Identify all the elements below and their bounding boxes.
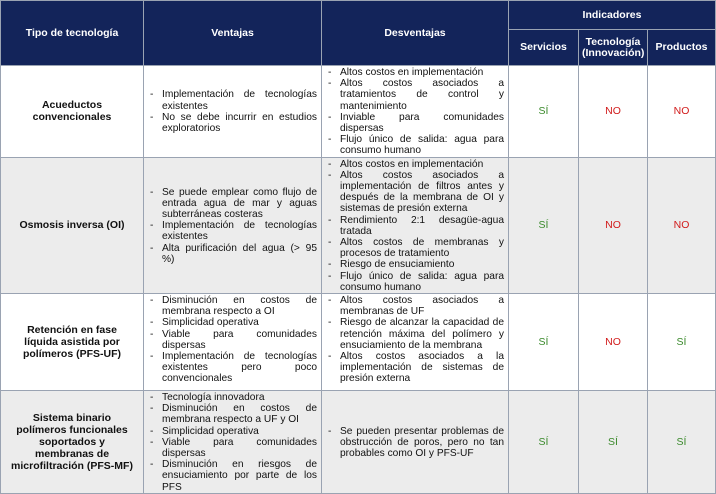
advantage-item: - Implementación de tecnologías existentes pero poco convencionales <box>148 351 317 385</box>
row-type: Acueductos convencionales <box>1 66 144 158</box>
disadvantage-item: - Riesgo de ensuciamiento <box>326 259 504 270</box>
row-disadvantages <box>322 157 509 293</box>
indicator-technology: SÍ <box>579 391 648 494</box>
disadvantage-item: - Altos costos asociados a membranas de UF <box>326 295 504 317</box>
advantage-item: - Disminución en costos de membrana respecto a OI <box>148 295 317 317</box>
row-type: Sistema binario polímeros funcionales soportados y membranas de microfiltración (PFS-MF) <box>1 391 144 494</box>
advantage-item: - Se puede emplear como flujo de entrada agua de mar y aguas subterráneas costeras <box>148 187 317 221</box>
disadvantage-item: - Se pueden presentar problemas de obstrucción de poros, pero no tan probables como OI y PFS-UF <box>326 426 504 460</box>
disadvantage-item: - Altos costos en implementación <box>326 67 504 78</box>
table-row <box>1 391 716 494</box>
header-advantages: Ventajas <box>144 1 322 66</box>
header-indicators: Indicadores <box>509 1 716 30</box>
indicator-technology: NO <box>579 157 648 293</box>
indicator-products: SÍ <box>648 391 716 494</box>
advantage-item: - No se debe incurrir en estudios exploratorios <box>148 112 317 134</box>
table-row <box>1 157 716 293</box>
advantage-item: - Alta purificación del agua (> 95 %) <box>148 243 317 265</box>
row-advantages <box>144 294 322 391</box>
indicator-services: SÍ <box>509 391 579 494</box>
row-advantages <box>144 66 322 158</box>
advantage-item: - Implementación de tecnologías existentes <box>148 220 317 242</box>
table-row <box>1 294 716 391</box>
indicator-services: SÍ <box>509 294 579 391</box>
header-type: Tipo de tecnología <box>1 1 144 66</box>
row-advantages <box>144 391 322 494</box>
table-row <box>1 66 716 158</box>
row-disadvantages <box>322 294 509 391</box>
indicator-products: NO <box>648 66 716 158</box>
row-type: Retención en fase líquida asistida por polímeros (PFS-UF) <box>1 294 144 391</box>
advantage-item: - Simplicidad operativa <box>148 317 317 328</box>
header-products: Productos <box>648 30 716 66</box>
disadvantage-item: - Altos costos de membranas y procesos de tratamiento <box>326 237 504 259</box>
disadvantage-item: - Riesgo de alcanzar la capacidad de retención máxima del polímero y ensuciamiento de la membrana <box>326 317 504 351</box>
disadvantage-item: - Inviable para comunidades dispersas <box>326 112 504 134</box>
advantage-item: - Disminución en costos de membrana respecto a UF y OI <box>148 403 317 425</box>
indicator-products: SÍ <box>648 294 716 391</box>
indicator-technology: NO <box>579 294 648 391</box>
row-advantages <box>144 157 322 293</box>
row-disadvantages <box>322 391 509 494</box>
advantage-item: - Viable para comunidades dispersas <box>148 329 317 351</box>
indicator-products: NO <box>648 157 716 293</box>
disadvantage-item: - Altos costos en implementación <box>326 159 504 170</box>
disadvantage-item: - Altos costos asociados a tratamientos de control y mantenimiento <box>326 78 504 112</box>
header-disadvantages: Desventajas <box>322 1 509 66</box>
header-services: Servicios <box>509 30 579 66</box>
disadvantage-item: - Rendimiento 2:1 desagüe-agua tratada <box>326 215 504 237</box>
header-technology: Tecnología (Innovación) <box>579 30 648 66</box>
advantage-item: - Tecnología innovadora <box>148 392 317 403</box>
advantage-item: - Disminución en riesgos de ensuciamiento por parte de los PFS <box>148 459 317 493</box>
advantage-item: - Viable para comunidades dispersas <box>148 437 317 459</box>
indicator-services: SÍ <box>509 66 579 158</box>
indicator-technology: NO <box>579 66 648 158</box>
advantage-item: - Implementación de tecnologías existentes <box>148 89 317 111</box>
disadvantage-item: - Flujo único de salida: agua para consumo humano <box>326 271 504 293</box>
row-disadvantages <box>322 66 509 158</box>
disadvantage-item: - Altos costos asociados a implementación de filtros antes y después de la membrana de OI y sistemas de presión externa <box>326 170 504 215</box>
row-type: Osmosis inversa (OI) <box>1 157 144 293</box>
advantage-item: - Simplicidad operativa <box>148 426 317 437</box>
indicator-services: SÍ <box>509 157 579 293</box>
disadvantage-item: - Flujo único de salida: agua para consumo humano <box>326 134 504 156</box>
disadvantage-item: - Altos costos asociados a la implementación de sistemas de presión externa <box>326 351 504 385</box>
